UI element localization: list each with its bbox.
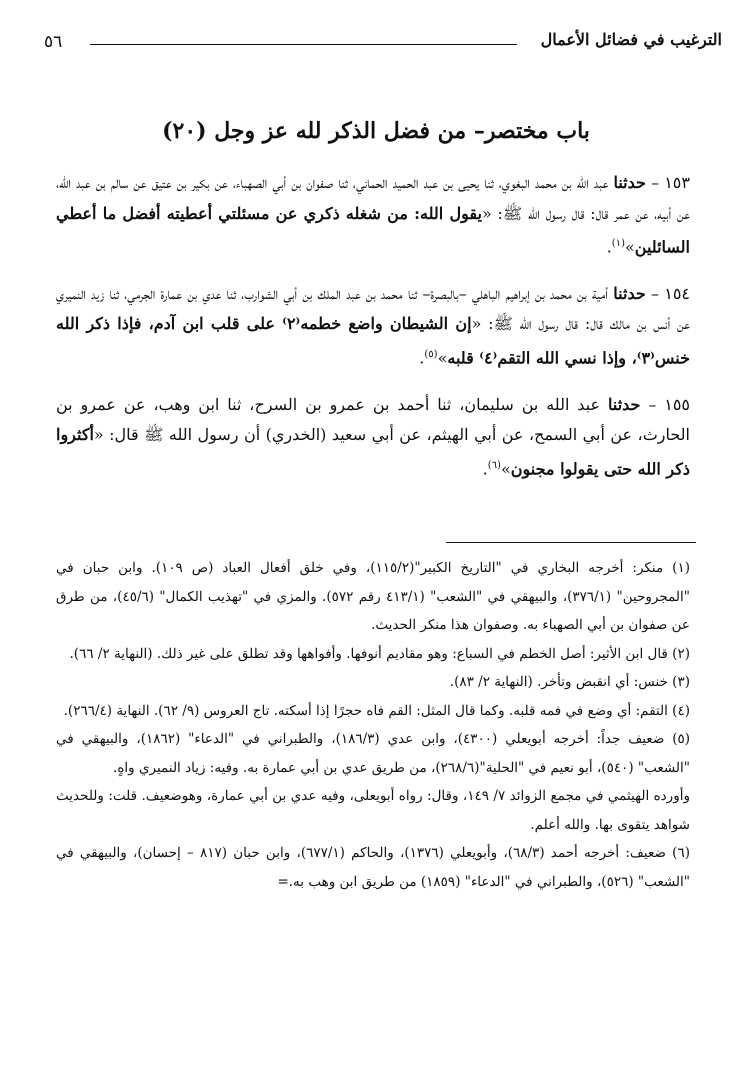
footnotes [56,554,690,896]
footnote-ref: (١) [611,238,625,249]
hadith-lead: حدثنا [607,394,641,414]
hadith-number: ١٥٥ – [648,394,690,414]
hadith-quote: إن الشيطان واضع خطمه⁽٢⁾ على قلب ابن آدم، فإذا ذكر الله خنس⁽٣⁾، وإذا نسي الله التقم⁽٤⁾ قلبه [56,314,690,368]
hadith-body [56,168,690,500]
header-rule [90,44,517,45]
hadith-153 [56,168,690,263]
hadith-end: . [482,458,488,478]
hadith-end: . [419,348,425,368]
hadith-chain: عبد الله بن محمد البغوي، ثنا يحيى بن عبد الحميد الحماني، ثنا صفوان بن أبي الصهباء، عن بكير بن عتيق عن سالم بن عبد الله، عن أبيه، عن عمر قال: قال رسول الله ﷺ: « [56,173,691,223]
page-number: ٥٦ [44,32,63,52]
hadith-end: . [606,237,612,257]
hadith-quote-close: » [500,458,511,478]
hadith-number: ١٥٣ – [651,173,690,192]
hadith-chain: عبد الله بن سليمان، ثنا أحمد بن عمرو بن السرح، ثنا ابن وهب، عن عمرو بن الحارث، عن أبي السمح، عن أبي الهيثم، عن أبي سعيد (الخدري) أن رسول الله ﷺ قال: « [56,394,690,445]
hadith-155 [56,390,690,485]
hadith-lead: حدثنا [613,283,646,303]
footnote-6: (٦) ضعيف: أخرجه أحمد (٦٨/٣)، وأبويعلي (١٣٧٦)، والحاكم (٦٧٧/١)، وابن حبان (٨١٧ – إحسان)، والبيهقي في "الشعب" (٥٢٦)، والطبراني في "الدعاء" (١٨٥٩) من طريق ابن وهب به.= [56,845,690,890]
hadith-quote: أكثروا ذكر الله حتى يقولوا مجنون [56,425,690,478]
hadith-quote-close: » [624,237,635,257]
hadith-quote: يقول الله: من شغله ذكري عن مسئلتي أعطيته أفضل ما أعطي السائلين [56,203,690,257]
hadith-lead: حدثنا [613,173,646,192]
footnote-3: (٣) خنس: أي انقبض وتأخر. (النهاية ٢/ ٨٣). [449,674,690,690]
footnote-4: (٤) التقم: أي وضع في فمه قلبه. وكما قال المثل: القم فاه حجرًا إذا أسكته. تاج العروس (٩/ ٦٢). النهاية (٢٦٦/٤). [63,702,690,719]
page-header [34,30,722,60]
hadith-number: ١٥٤ – [650,283,690,303]
footnote-ref: (٥) [424,348,438,360]
chapter-title: (٢٠) باب مختصر– من فضل الذكر لله عز وجل [162,118,590,144]
hadith-quote-close: » [437,348,448,368]
footnote-5: (٥) ضعيف جداً: أخرجه أبويعلي (٤٣٠٠)، وابن عدي (١٨٦/٣)، والطبراني في "الدعاء" (١٨٦٢)، والبيهقي في "الشعب" (٥٤٠)، أبو نعيم في "الحلية"(٢٦٨/٦)، من طريق عدي بن أبي عمارة به. وفيه: زياد النميري واهٍ. [56,731,691,776]
footnote-5-continuation: وأورده الهيثمي في مجمع الزوائد ٧/ ١٤٩، وقال: رواه أبويعلى، وفيه عدي بن أبي عمارة، وهوضعيف. قلت: وللحديث شواهد يتقوى بها. والله أعلم. [56,788,690,833]
footnote-ref: (٦) [487,459,501,471]
hadith-chain: أمية بن محمد بن إبراهيم الباهلي –بالبصرة– ثنا محمد بن عبد الملك بن أبي الشوارب، ثنا عدي بن عمارة الجرمي، ثنا زيد النميري عن أنس بن مالك قال: قال رسول الله ﷺ: « [56,283,691,334]
footnote-2: (٢) قال ابن الأثير: أصل الخطم في السباع: وهو مقاديم أنوفها. وأفواهها وقد تطلق على غير ذلك. (النهاية ٢/ ٦٦). [69,645,690,662]
running-title: الترغيب في فضائل الأعمال [540,30,722,49]
footnote-separator [446,542,696,543]
footnote-1: (١) منكر: أخرجه البخاري في "التاريخ الكبير"(١١٥/٢)، وفي خلق أفعال العباد (ص ١٠٩). وابن حبان في "المجروحين" (٣٧٦/١)، والبيهقي في "الشعب" (٤١٣/١ رقم ٥٧٢). والمزي في "تهذيب الكمال" (٤٥/٦)، من طرق عن صفوان بن أبي الصهباء به. وصفوان هذا منكر الحديث. [56,560,690,633]
hadith-154 [56,279,690,374]
